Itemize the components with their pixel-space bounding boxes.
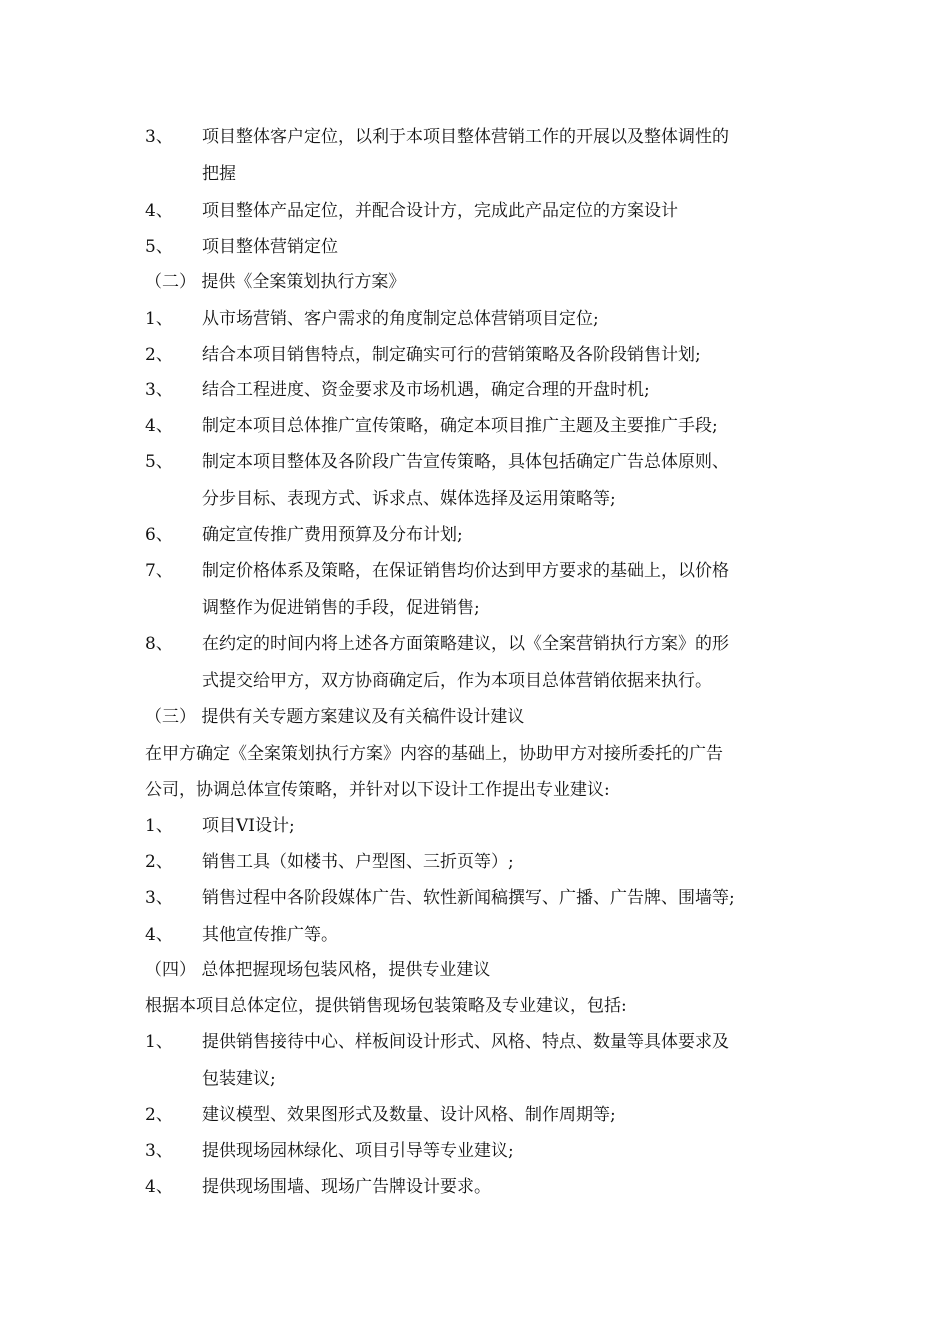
paragraph-text: 公司，协调总体宣传策略，并针对以下设计工作提出专业建议: — [145, 780, 610, 800]
paragraph-text: 根据本项目总体定位，提供销售现场包装策略及专业建议，包括: — [145, 996, 627, 1016]
item-text: 其他宣传推广等。 — [202, 925, 338, 945]
paragraph-text: 在甲方确定《全案策划执行方案》内容的基础上，协助甲方对接所委托的广告 — [145, 744, 723, 764]
item-text: 分步目标、表现方式、诉求点、媒体选择及运用策略等; — [202, 489, 616, 509]
item-text: 项目整体营销定位 — [202, 237, 338, 257]
item-text: 调整作为促进销售的手段，促进销售; — [202, 598, 480, 618]
item-number: 8、 — [145, 634, 173, 654]
item-text: 制定本项目整体及各阶段广告宣传策略，具体包括确定广告总体原则、 — [202, 452, 729, 472]
item-number: 5、 — [145, 452, 173, 472]
item-number: 3、 — [145, 888, 173, 908]
section-4-heading: （四） 总体把握现场包装风格，提供专业建议 — [145, 960, 491, 980]
item-number: 4、 — [145, 925, 173, 945]
item-number: 1、 — [145, 309, 173, 329]
item-text: 提供销售接待中心、样板间设计形式、风格、特点、数量等具体要求及 — [202, 1032, 729, 1052]
item-number: 4、 — [145, 1177, 173, 1197]
item-number: 1、 — [145, 816, 173, 836]
item-number: 6、 — [145, 525, 173, 545]
item-text: 从市场营销、客户需求的角度制定总体营销项目定位; — [202, 309, 599, 329]
item-text: 销售过程中各阶段媒体广告、软性新闻稿撰写、广播、广告牌、围墙等; — [202, 888, 735, 908]
item-text: 建议模型、效果图形式及数量、设计风格、制作周期等; — [202, 1105, 616, 1125]
item-number: 2、 — [145, 1105, 173, 1125]
item-text: 把握 — [202, 164, 236, 184]
item-text: 项目整体产品定位，并配合设计方，完成此产品定位的方案设计 — [202, 201, 678, 221]
item-number: 7、 — [145, 561, 173, 581]
item-number: 3、 — [145, 1141, 173, 1161]
item-number: 2、 — [145, 345, 173, 365]
item-text: 提供现场园林绿化、项目引导等专业建议; — [202, 1141, 514, 1161]
item-text: 项目VI设计; — [202, 816, 295, 836]
item-text: 结合本项目销售特点，制定确实可行的营销策略及各阶段销售计划; — [202, 345, 701, 365]
item-text: 结合工程进度、资金要求及市场机遇，确定合理的开盘时机; — [202, 380, 650, 400]
item-text: 制定本项目总体推广宣传策略，确定本项目推广主题及主要推广手段; — [202, 416, 718, 436]
item-text: 销售工具（如楼书、户型图、三折页等）; — [202, 852, 514, 872]
item-number: 1、 — [145, 1032, 173, 1052]
item-number: 4、 — [145, 201, 173, 221]
item-text: 在约定的时间内将上述各方面策略建议，以《全案营销执行方案》的形 — [202, 634, 729, 654]
item-text: 项目整体客户定位，以利于本项目整体营销工作的开展以及整体调性的 — [202, 127, 729, 147]
item-text: 包装建议; — [202, 1069, 276, 1089]
item-text: 提供现场围墙、现场广告牌设计要求。 — [202, 1177, 491, 1197]
section-3-heading: （三） 提供有关专题方案建议及有关稿件设计建议 — [145, 707, 525, 727]
item-text: 式提交给甲方，双方协商确定后，作为本项目总体营销依据来执行。 — [202, 671, 712, 691]
item-text: 确定宣传推广费用预算及分布计划; — [202, 525, 463, 545]
item-number: 3、 — [145, 380, 173, 400]
item-number: 4、 — [145, 416, 173, 436]
item-number: 5、 — [145, 237, 173, 257]
item-text: 制定价格体系及策略，在保证销售均价达到甲方要求的基础上，以价格 — [202, 561, 729, 581]
item-number: 3、 — [145, 127, 173, 147]
section-2-heading: （二） 提供《全案策划执行方案》 — [145, 272, 406, 292]
item-number: 2、 — [145, 852, 173, 872]
